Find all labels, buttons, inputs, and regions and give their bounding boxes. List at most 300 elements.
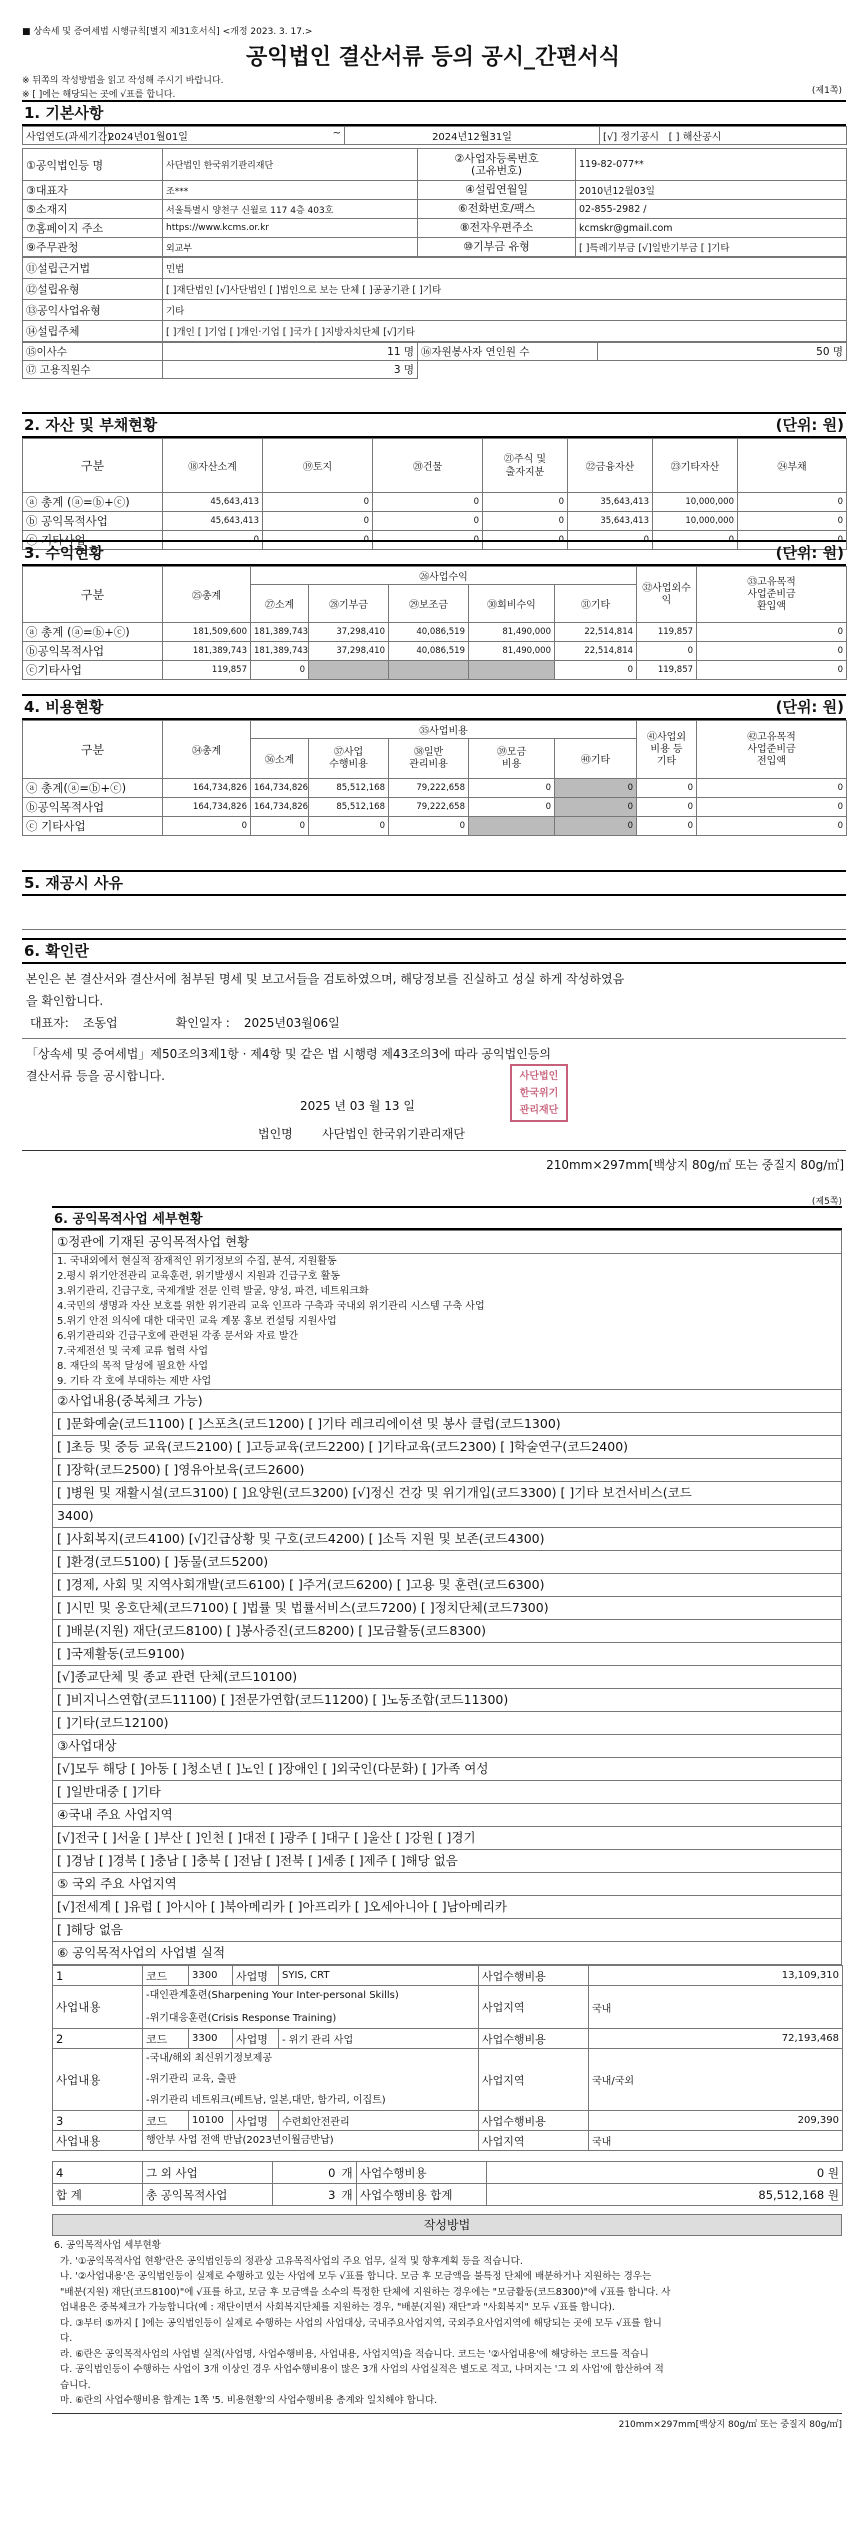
biz-row bbox=[53, 2029, 843, 2049]
cell-value: 0 bbox=[697, 623, 847, 642]
info-value: [ ]개인 [ ]기업 [ ]개인·기업 [ ]국가 [ ]지방자치단체 [√]기타 bbox=[163, 321, 847, 342]
option-line: [ ]환경(코드5100) [ ]동물(코드5200) bbox=[52, 1551, 842, 1574]
cell-value: 0 bbox=[637, 798, 697, 817]
cell-value: 0 bbox=[555, 661, 637, 680]
q4-title: ④국내 주요 사업지역 bbox=[52, 1804, 842, 1827]
biz-code: 3300 bbox=[189, 1966, 233, 1986]
option-line: 3.위기관리, 긴급구호, 국제개발 전문 인력 발굴, 양성, 파견, 네트워크화 bbox=[57, 1286, 369, 1297]
cell-value: 0 bbox=[637, 779, 697, 798]
directors-value: 11 명 bbox=[163, 343, 418, 361]
col-fundraising-cost: ㊴모금 비용 bbox=[469, 739, 555, 779]
biz-code: 3300 bbox=[189, 2029, 233, 2049]
info-value: 외교부 bbox=[163, 238, 418, 257]
info-row bbox=[23, 321, 847, 342]
dissolution-disclosure-checkbox[interactable]: [ ] 해산공시 bbox=[668, 132, 722, 143]
cell-value: 0 bbox=[309, 817, 389, 836]
corporate-seal-stamp: 사단법인 한국위기 관리재단 bbox=[510, 1064, 568, 1122]
option-line: [ ]비지니스연합(코드11100) [ ]전문가연합(코드11200) [ ]노동조합(코드11300) bbox=[52, 1689, 842, 1712]
cell-value: 0 bbox=[568, 531, 653, 550]
option-line: 6.위기관리와 긴급구호에 관련된 각종 문서와 자료 발간 bbox=[57, 1331, 299, 1342]
check-note: ※ [ ]에는 해당되는 곳에 √표를 합니다. bbox=[22, 90, 176, 100]
q3-title: ③사업대상 bbox=[52, 1735, 842, 1758]
info-row bbox=[23, 300, 847, 321]
q4-list bbox=[52, 1827, 842, 1873]
option-line: [ ]배분(지원) 재단(코드8100) [ ]봉사증진(코드8200) [ ]모금활동(코드8300) bbox=[52, 1620, 842, 1643]
cell-value: 0 bbox=[373, 512, 483, 531]
cell-value: 0 bbox=[373, 531, 483, 550]
col-donation: ㉘기부금 bbox=[309, 585, 389, 623]
option-line: [ ]문화예술(코드1100) [ ]스포츠(코드1200) [ ]기타 레크리에이션 및 봉사 클럽(코드1300) bbox=[52, 1413, 842, 1436]
employees-label: ⑰ 고용직원수 bbox=[23, 361, 163, 379]
basic-info-table bbox=[22, 126, 847, 145]
method-list bbox=[52, 2236, 842, 2411]
col-revenue-total: ㉕총계 bbox=[163, 567, 251, 623]
biz-content bbox=[143, 2131, 479, 2151]
col-gubun: 구분 bbox=[23, 567, 163, 623]
col-nonbiz-expense: ㊶사업외 비용 등 기타 bbox=[637, 721, 697, 779]
expense-table bbox=[22, 720, 847, 836]
unit-label: (단위: 원) bbox=[775, 416, 844, 434]
cell-value: 35,643,413 bbox=[568, 493, 653, 512]
col-etc: ㊵기타 bbox=[555, 739, 637, 779]
assets-table bbox=[22, 438, 847, 550]
table-row bbox=[23, 512, 847, 531]
code-label: 코드 bbox=[143, 2029, 189, 2049]
biz-no: 3 bbox=[53, 2111, 143, 2131]
table-row bbox=[23, 779, 847, 798]
col-admin-cost: ㊳일반 관리비용 bbox=[389, 739, 469, 779]
option-line: [√]모두 해당 [ ]아동 [ ]청소년 [ ]노인 [ ]장애인 [ ]외국인(다문화) [ ]가족 여성 bbox=[52, 1758, 842, 1781]
cell-value: 119,857 bbox=[637, 661, 697, 680]
cost-label: 사업수행비용 bbox=[479, 1966, 589, 1986]
option-line: 라. ⑥란은 공익목적사업의 사업별 실적(사업명, 사업수행비용, 사업내용, 사업지역)을 적습니다. 코드는 '②사업내용'에 해당하는 코드를 적습니 bbox=[54, 2348, 649, 2360]
biz-cost: 209,390 bbox=[589, 2111, 843, 2131]
cell-value: 0 bbox=[697, 642, 847, 661]
page-number: (제5쪽) bbox=[811, 1197, 842, 1207]
regular-disclosure-checkbox[interactable]: [√] 정기공시 bbox=[603, 132, 660, 143]
cell-value: 119,857 bbox=[163, 661, 251, 680]
total-cost-label: 사업수행비용 합계 bbox=[357, 2184, 487, 2206]
option-line: [√]종교단체 및 종교 관련 단체(코드10100) bbox=[52, 1666, 842, 1689]
biz-no: 1 bbox=[53, 1966, 143, 1986]
paper-spec: 210mm×297mm[백상지 80g/㎡ 또는 중질지 80g/㎡] bbox=[546, 1158, 844, 1172]
revenue-table bbox=[22, 566, 847, 680]
info-value: 조*** bbox=[163, 181, 418, 200]
cell-value: 81,490,000 bbox=[469, 642, 555, 661]
q1-title: ①정관에 기재된 공익목적사업 현황 bbox=[52, 1230, 842, 1254]
total-biz-count: 3 bbox=[273, 2184, 339, 2206]
cost-label: 사업수행비용 bbox=[479, 2029, 589, 2049]
cell-value: 0 bbox=[738, 531, 847, 550]
region-label: 사업지역 bbox=[479, 2049, 589, 2111]
info-value: [ ]재단법인 [√]사단법인 [ ]법인으로 보는 단체 [ ]공공기관 [ ]기타 bbox=[163, 279, 847, 300]
unit-label: (단위: 원) bbox=[775, 698, 844, 716]
col-performance-cost: ㊲사업 수행비용 bbox=[309, 739, 389, 779]
biz-region: 국내 bbox=[589, 2131, 843, 2151]
option-line: [ ]사회복지(코드4100) [√]긴급상황 및 구호(코드4200) [ ]소득 지원 및 보존(코드4300) bbox=[52, 1528, 842, 1551]
info-value: https://www.kcms.or.kr bbox=[163, 219, 418, 238]
info-label: ①공익법인등 명 bbox=[23, 149, 163, 181]
representative-name: 조동업 bbox=[82, 1016, 118, 1030]
biz-region: 국내/국외 bbox=[589, 2049, 843, 2111]
cell-value bbox=[309, 661, 389, 680]
option-line: [ ]초등 및 중등 교육(코드2100) [ ]고등교육(코드2200) [ ]기타교육(코드2300) [ ]학술연구(코드2400) bbox=[52, 1436, 842, 1459]
total-cost: 85,512,168 원 bbox=[487, 2184, 843, 2206]
cell-value: 37,298,410 bbox=[309, 623, 389, 642]
q2-list bbox=[52, 1413, 842, 1735]
cell-value: 164,734,826 bbox=[251, 798, 309, 817]
cell-value: 0 bbox=[738, 493, 847, 512]
biz-detail-row bbox=[53, 2131, 843, 2151]
q1-list bbox=[52, 1254, 842, 1390]
other-biz-cost-label: 사업수행비용 bbox=[357, 2162, 487, 2184]
option-line: [ ]기타(코드12100) bbox=[52, 1712, 842, 1735]
cell-value: 0 bbox=[697, 661, 847, 680]
cell-value: 0 bbox=[637, 817, 697, 836]
info-value: 2010년12월03일 bbox=[576, 181, 847, 200]
confirm-date: 2025년03월06일 bbox=[243, 1016, 340, 1030]
info-value: 사단법인 한국위기관리재단 bbox=[163, 149, 418, 181]
section-title: 3. 수익현황 (단위: 원) bbox=[22, 540, 846, 566]
section-title: 4. 비용현황 (단위: 원) bbox=[22, 694, 846, 720]
info-label: ⑫설립유형 bbox=[23, 279, 163, 300]
option-line: [√]전국 [ ]서울 [ ]부산 [ ]인천 [ ]대전 [ ]광주 [ ]대구 [ ]울산 [ ]강원 [ ]경기 bbox=[52, 1827, 842, 1850]
cell-value: 85,512,168 bbox=[309, 779, 389, 798]
staff-table bbox=[22, 342, 847, 379]
cell-value: 40,086,519 bbox=[389, 623, 469, 642]
cell-value: 181,389,743 bbox=[251, 642, 309, 661]
biz-code: 10100 bbox=[189, 2111, 233, 2131]
info-value: 민법 bbox=[163, 258, 847, 279]
q6-title: ⑥ 공익목적사업의 사업별 실적 bbox=[52, 1942, 842, 1965]
biz-content bbox=[143, 1986, 479, 2029]
section-expense bbox=[22, 694, 846, 836]
cell-value: 79,222,658 bbox=[389, 779, 469, 798]
table-row bbox=[23, 623, 847, 642]
table-row bbox=[23, 661, 847, 680]
info-value: 119-82-077** bbox=[576, 149, 847, 181]
row-label: ⓑ 공익목적사업 bbox=[23, 512, 163, 531]
col-other-asset: ㉓기타자산 bbox=[653, 439, 738, 493]
section-title: 2. 자산 및 부채현황 (단위: 원) bbox=[22, 412, 846, 438]
cell-value: 0 bbox=[389, 817, 469, 836]
content-line: -위기관리 교육, 출판 bbox=[146, 2074, 237, 2085]
section-redisclosure bbox=[22, 870, 846, 930]
option-line: [ ]병원 및 재활시설(코드3100) [ ]요양원(코드3200) [√]정신 건강 및 위기개입(코드3300) [ ]기타 보건서비스(코드 bbox=[52, 1482, 842, 1505]
disclosure-type bbox=[600, 127, 847, 145]
cell-value: 10,000,000 bbox=[653, 493, 738, 512]
row-label: ⓐ 총계 (ⓐ=ⓑ+ⓒ) bbox=[23, 623, 163, 642]
table-row bbox=[23, 798, 847, 817]
info-row bbox=[23, 238, 847, 257]
section-title: 6. 공익목적사업 세부현황 bbox=[52, 1206, 842, 1230]
info-row bbox=[23, 149, 847, 181]
cell-value: 0 bbox=[263, 531, 373, 550]
page-title: 공익법인 결산서류 등의 공시_간편서식 bbox=[245, 45, 620, 70]
col-building: ⑳건물 bbox=[373, 439, 483, 493]
option-line: 업내용은 중복체크가 가능합니다(예 : 재단이면서 사회복지단체를 지원하는 경우, "배분(지원) 재단"과 "사회복지" 모두 √표를 합니다). bbox=[54, 2302, 615, 2313]
q3-list bbox=[52, 1758, 842, 1804]
biz-name-label: 사업명 bbox=[233, 2029, 279, 2049]
cell-value: 0 bbox=[373, 493, 483, 512]
col-subtotal: ㊱소계 bbox=[251, 739, 309, 779]
info-row bbox=[23, 219, 847, 238]
option-line: 2.평시 위기안전관리 교육훈련, 위기발생시 지원과 긴급구호 활동 bbox=[57, 1271, 340, 1282]
option-line: 다. ③부터 ⑤까지 [ ]에는 공익법인등이 실제로 수행하는 사업의 사업대상, 국내주요사업지역, 국외주요사업지역에 해당되는 곳에 모두 √표를 합니 bbox=[54, 2317, 662, 2329]
code-label: 코드 bbox=[143, 1966, 189, 1986]
option-line: 습니다. bbox=[54, 2379, 91, 2391]
cell-value: 22,514,814 bbox=[555, 623, 637, 642]
info-value: kcmskr@gmail.com bbox=[576, 219, 847, 238]
content-label: 사업내용 bbox=[53, 1986, 143, 2029]
regulation-note: ■ 상속세 및 증여세법 시행규칙[별지 제31호서식] <개정 2023. 3. 17.> bbox=[22, 27, 313, 37]
info-label: ⑥전화번호/팩스 bbox=[418, 200, 576, 219]
code-label: 코드 bbox=[143, 2111, 189, 2131]
info-value: 02-855-2982 / bbox=[576, 200, 847, 219]
cell-value: 164,734,826 bbox=[163, 779, 251, 798]
page-number: (제1쪽) bbox=[811, 86, 842, 96]
info-label: ③대표자 bbox=[23, 181, 163, 200]
option-line: [ ]해당 없음 bbox=[52, 1919, 842, 1942]
biz-name-label: 사업명 bbox=[233, 2111, 279, 2131]
cell-value: 0 bbox=[637, 642, 697, 661]
corp-name-label: 법인명 bbox=[258, 1127, 293, 1141]
cell-value: 181,389,743 bbox=[251, 623, 309, 642]
col-reserve-transfer: ㊷고유목적 사업준비금 전입액 bbox=[697, 721, 847, 779]
biz-detail-row bbox=[53, 1986, 843, 2029]
cell-value: 45,643,413 bbox=[163, 493, 263, 512]
cell-value bbox=[389, 661, 469, 680]
cell-value: 37,298,410 bbox=[309, 642, 389, 661]
cell-value: 181,509,600 bbox=[163, 623, 251, 642]
option-line: [ ]경제, 사회 및 지역사회개발(코드6100) [ ]주거(코드6200) [ ]고용 및 훈련(코드6300) bbox=[52, 1574, 842, 1597]
info-label: ⑨주무관청 bbox=[23, 238, 163, 257]
paper-spec: 210mm×297mm[백상지 80g/㎡ 또는 중질지 80g/㎡] bbox=[618, 2419, 842, 2430]
table-row bbox=[23, 642, 847, 661]
col-biz-revenue: ㉖사업수익 bbox=[251, 567, 637, 585]
cell-value: 0 bbox=[653, 531, 738, 550]
corp-name: 사단법인 한국위기관리재단 bbox=[322, 1127, 465, 1141]
row-label: ⓐ 총계(ⓐ=ⓑ+ⓒ) bbox=[23, 779, 163, 798]
representative-label: 대표자: bbox=[30, 1016, 69, 1030]
cell-value: 164,734,826 bbox=[163, 798, 251, 817]
option-line: [ ]시민 및 옹호단체(코드7100) [ ]법률 및 법률서비스(코드7200) [ ]정치단체(코드7300) bbox=[52, 1597, 842, 1620]
basic-info-detail-table bbox=[22, 148, 847, 257]
period-label: 사업연도(과세기간): bbox=[23, 127, 105, 145]
biz-cost: 13,109,310 bbox=[589, 1966, 843, 1986]
option-line: 6. 공익목적사업 세부현황 bbox=[54, 2240, 161, 2251]
section-assets bbox=[22, 412, 846, 550]
col-gubun: 구분 bbox=[23, 721, 163, 779]
col-subtotal: ㉗소계 bbox=[251, 585, 309, 623]
section-public-biz-detail bbox=[52, 1206, 842, 2430]
cell-value: 81,490,000 bbox=[469, 623, 555, 642]
cell-value: 10,000,000 bbox=[653, 512, 738, 531]
biz-row bbox=[53, 2111, 843, 2131]
cost-label: 사업수행비용 bbox=[479, 2111, 589, 2131]
biz-name: - 위기 관리 사업 bbox=[279, 2029, 479, 2049]
total-label: 합 계 bbox=[53, 2184, 143, 2206]
cell-value: 0 bbox=[251, 817, 309, 836]
option-line: [ ]일반대중 [ ]기타 bbox=[52, 1781, 842, 1804]
option-line: 9. 기타 각 호에 부대하는 제반 사업 bbox=[57, 1376, 212, 1387]
row-label: ⓒ기타사업 bbox=[23, 661, 163, 680]
directors-label: ⑮이사수 bbox=[23, 343, 163, 361]
basic-info-wide-table bbox=[22, 257, 847, 342]
q5-list bbox=[52, 1896, 842, 1942]
cell-value: 79,222,658 bbox=[389, 798, 469, 817]
biz-performance-table bbox=[52, 1965, 843, 2151]
cell-value: 0 bbox=[263, 493, 373, 512]
col-biz-expense: ㉟사업비용 bbox=[251, 721, 637, 739]
cell-value: 0 bbox=[697, 798, 847, 817]
cell-value: 0 bbox=[163, 817, 251, 836]
info-label: ⑪설립근거법 bbox=[23, 258, 163, 279]
confirm-text-2: 을 확인합니다. bbox=[26, 994, 104, 1008]
row-label: ⓑ공익목적사업 bbox=[23, 798, 163, 817]
biz-detail-row bbox=[53, 2049, 843, 2111]
row-label: ⓒ 기타사업 bbox=[23, 817, 163, 836]
biz-content bbox=[143, 2049, 479, 2111]
col-reserve-reversal: ㉝고유목적 사업준비금 환입액 bbox=[697, 567, 847, 623]
cell-value: 119,857 bbox=[637, 623, 697, 642]
col-fee: ㉚회비수익 bbox=[469, 585, 555, 623]
option-line: 가. '①공익목적사업 현황'란은 공익법인등의 정관상 고유목적사업의 주요 업무, 실적 및 향후계획 등을 적습니다. bbox=[54, 2255, 523, 2267]
period-from: 2024년01월01일 ~ bbox=[105, 127, 345, 145]
option-line: 마. ⑥란의 사업수행비용 합계는 1쪽 '5. 비용현황'의 사업수행비용 총계와 일치해야 합니다. bbox=[54, 2395, 438, 2406]
cell-value: 40,086,519 bbox=[389, 642, 469, 661]
biz-cost: 72,193,468 bbox=[589, 2029, 843, 2049]
unit-label: (단위: 원) bbox=[775, 544, 844, 562]
biz-name-label: 사업명 bbox=[233, 1966, 279, 1986]
method-title: 작성방법 bbox=[52, 2214, 842, 2236]
other-biz-no: 4 bbox=[53, 2162, 143, 2184]
disclosure-date: 2025 년 03 월 13 일 bbox=[300, 1099, 415, 1113]
content-line: -국내/해외 최신위기정보제공 bbox=[146, 2053, 273, 2064]
law-text-1: 「상속세 및 증여세법」제50조의3제1항 · 제4항 및 같은 법 시행령 제43조의3에 따라 공익법인등의 bbox=[26, 1047, 551, 1061]
cell-value: 0 bbox=[555, 817, 637, 836]
info-label: ⑩기부금 유형 bbox=[418, 238, 576, 257]
other-biz-count: 0 bbox=[273, 2162, 339, 2184]
cell-value bbox=[469, 661, 555, 680]
option-line: 4.국민의 생명과 자산 보호를 위한 위기관리 교육 인프라 구축과 국내외 위기관리 시스템 구축 사업 bbox=[57, 1301, 485, 1312]
option-line: 다. bbox=[54, 2333, 73, 2344]
cell-value: 45,643,413 bbox=[163, 512, 263, 531]
content-line: -위기관리 네트워크(베트남, 일본,대만, 함가리, 이집트) bbox=[146, 2095, 386, 2106]
option-line: [√]전세계 [ ]유럽 [ ]아시아 [ ]북아메리카 [ ]아프리카 [ ]오세아니아 [ ]남아메리카 bbox=[52, 1896, 842, 1919]
col-land: ⑲토지 bbox=[263, 439, 373, 493]
col-subsidy: ㉙보조금 bbox=[389, 585, 469, 623]
content-line: -대인관계훈련(Sharpening Your Inter-personal Skills) bbox=[146, 1990, 399, 2001]
cell-value: 0 bbox=[738, 512, 847, 531]
region-label: 사업지역 bbox=[479, 1986, 589, 2029]
law-text-2: 결산서류 등을 공시합니다. bbox=[26, 1069, 165, 1083]
option-line: 다. 공익법인등이 수행하는 사업이 3개 이상인 경우 사업수행비용이 많은 3개 사업의 사업실적은 별도로 적고, 나머지는 '그 외 사업'에 합산하여 적 bbox=[54, 2364, 664, 2375]
volunteers-value: 50 명 bbox=[598, 343, 847, 361]
option-line: 5.위기 안전 의식에 대한 대국민 교육 계몽 홍보 컨설팅 지원사업 bbox=[57, 1316, 337, 1327]
cell-value: 0 bbox=[263, 512, 373, 531]
biz-region: 국내 bbox=[589, 1986, 843, 2029]
section-title: 6. 확인란 bbox=[22, 938, 846, 964]
table-row bbox=[23, 493, 847, 512]
biz-no: 2 bbox=[53, 2029, 143, 2049]
info-label: ②사업자등록번호 (고유번호) bbox=[418, 149, 576, 181]
total-biz-label: 총 공익목적사업 bbox=[143, 2184, 273, 2206]
cell-value: 0 bbox=[163, 531, 263, 550]
option-line: 1. 국내외에서 현실적 잠재적인 위기정보의 수집, 분석, 지원활동 bbox=[57, 1256, 337, 1267]
biz-summary-table: 4 그 외 사업 0 개 사업수행비용 0 원 합 계 총 공익목적사업 3 개 사업수행비용 합계 85,512,168 원 bbox=[52, 2161, 843, 2206]
info-row bbox=[23, 181, 847, 200]
col-stock: ㉑주식 및 출자지분 bbox=[483, 439, 568, 493]
q5-title: ⑤ 국외 주요 사업지역 bbox=[52, 1873, 842, 1896]
info-label: ⑤소재지 bbox=[23, 200, 163, 219]
option-line: [ ]국제활동(코드9100) bbox=[52, 1643, 842, 1666]
col-nonbiz-revenue: ㉜사업외수익 bbox=[637, 567, 697, 623]
confirm-text-1: 본인은 본 결산서와 결산서에 첨부된 명세 및 보고서들을 검토하였으며, 해당정보를 진실하고 성실 하게 작성하였음 bbox=[26, 972, 625, 986]
info-row bbox=[23, 258, 847, 279]
cell-value: 0 bbox=[483, 493, 568, 512]
info-row bbox=[23, 279, 847, 300]
option-line: "배분(지원) 재단(코드8100)"에 √표를 하고, 모금 후 모금액을 소수의 특정한 단체에 지원하는 경우에는 "모금활동(코드8300)"에 √표를 합니다. 사 bbox=[54, 2286, 671, 2298]
content-line: -위기대응훈련(Crisis Response Training) bbox=[146, 2013, 337, 2024]
col-financial: ㉒금융자산 bbox=[568, 439, 653, 493]
info-label: ⑬공익사업유형 bbox=[23, 300, 163, 321]
cell-value: 0 bbox=[251, 661, 309, 680]
col-etc: ㉛기타 bbox=[555, 585, 637, 623]
cell-value: 0 bbox=[697, 779, 847, 798]
option-line: 3400) bbox=[52, 1505, 842, 1528]
info-label: ⑭설립주체 bbox=[23, 321, 163, 342]
info-label: ⑦홈페이지 주소 bbox=[23, 219, 163, 238]
row-label: ⓒ 기타사업 bbox=[23, 531, 163, 550]
cell-value: 181,389,743 bbox=[163, 642, 251, 661]
cell-value bbox=[469, 817, 555, 836]
option-line: 나. '②사업내용'은 공익법인등이 실제로 수행하고 있는 사업에 모두 √표를 합니다. 모금 후 모금액을 불특정 단체에 배분하거나 지원하는 경우는 bbox=[54, 2271, 652, 2282]
info-value: 기타 bbox=[163, 300, 847, 321]
cell-value: 0 bbox=[697, 817, 847, 836]
section-basic-info bbox=[22, 100, 846, 379]
biz-row bbox=[53, 1966, 843, 1986]
region-label: 사업지역 bbox=[479, 2131, 589, 2151]
other-biz-label: 그 외 사업 bbox=[143, 2162, 273, 2184]
biz-name: SYIS, CRT bbox=[279, 1966, 479, 1986]
row-label: ⓑ공익목적사업 bbox=[23, 642, 163, 661]
option-line: 8. 재단의 목적 달성에 필요한 사업 bbox=[57, 1361, 209, 1372]
content-line: 행안부 사업 전액 반납(2023년이월금반납) bbox=[146, 2135, 334, 2146]
option-line: [ ]장학(코드2500) [ ]영유아보육(코드2600) bbox=[52, 1459, 842, 1482]
col-gubun: 구분 bbox=[23, 439, 163, 493]
cell-value: 0 bbox=[483, 531, 568, 550]
section-title: 1. 기본사항 bbox=[22, 100, 846, 126]
info-row bbox=[23, 200, 847, 219]
row-label: ⓐ 총계 (ⓐ=ⓑ+ⓒ) bbox=[23, 493, 163, 512]
cell-value: 0 bbox=[555, 798, 637, 817]
cell-value: 35,643,413 bbox=[568, 512, 653, 531]
cell-value: 164,734,826 bbox=[251, 779, 309, 798]
cell-value: 0 bbox=[469, 779, 555, 798]
instruction-note: ※ 뒤쪽의 작성방법을 읽고 작성해 주시기 바랍니다. bbox=[22, 76, 224, 86]
biz-name: 수련회안전관리 bbox=[279, 2111, 479, 2131]
col-asset-total: ⑱자산소계 bbox=[163, 439, 263, 493]
section-title: 5. 재공시 사유 bbox=[22, 870, 846, 896]
employees-value: 3 명 bbox=[163, 361, 418, 379]
confirm-date-label: 확인일자 : bbox=[175, 1016, 230, 1030]
q2-title: ②사업내용(중복체크 가능) bbox=[52, 1390, 842, 1413]
info-value: 서울특별시 양천구 신월로 117 4층 403호 bbox=[163, 200, 418, 219]
other-biz-cost: 0 원 bbox=[487, 2162, 843, 2184]
col-debt: ㉔부채 bbox=[738, 439, 847, 493]
volunteers-label: ⑯자원봉사자 연인원 수 bbox=[418, 343, 598, 361]
